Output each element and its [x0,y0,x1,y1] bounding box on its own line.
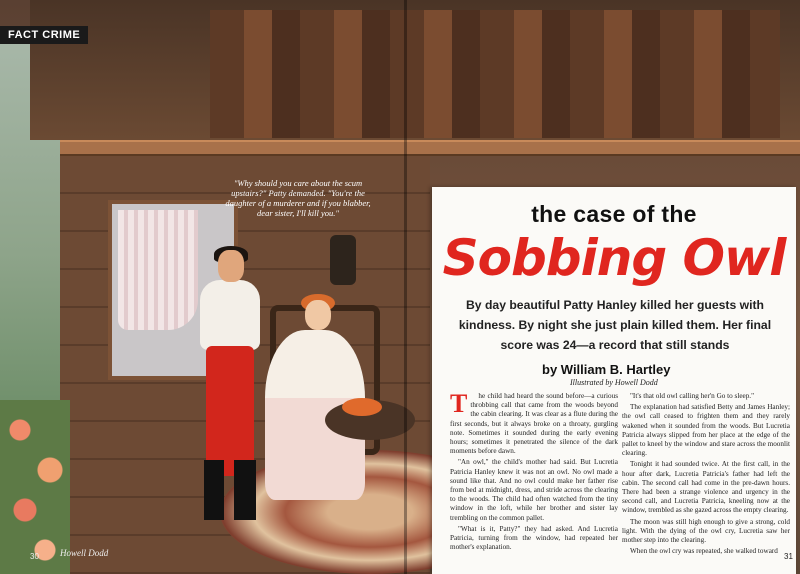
article-deck: By day beautiful Patty Hanley killed her guests with kindness. By night she just plain killed them. Her final score was 24—a record that still stands [458,298,772,352]
byline: by William B. Hartley [542,362,671,377]
article-title: Sobbing Owl [442,229,786,287]
page-number-left: 30 [30,552,39,561]
man-head [218,250,244,282]
fruit-bowl [342,398,382,416]
man-boots [204,460,256,520]
wall-lantern [330,235,356,285]
standing-man-figure [200,250,260,520]
title-kicker: the case of the [531,201,697,227]
page-gutter [404,0,407,574]
body-paragraph: The moon was still high enough to give a strong, cold light. With the dying of the owl cry, Lucretia saw her mother step into the clearing. [622,517,790,545]
article-panel [432,187,796,574]
man-shirt [200,280,260,350]
woman-head [305,300,331,330]
body-column-right [622,392,790,558]
illustration-quote: "Why should you care about the scum upstairs?" Patty demanded. "You're the daughter of a murderer and if you blabber, dear sister, I'll kill you." [225,178,371,218]
body-paragraph: "It's that old owl calling her'n Go to sleep." [630,392,755,400]
window-curtain [118,210,198,330]
loft-captives-illustration [210,10,780,138]
page-number-right: 31 [784,552,793,561]
body-paragraph: "What is it, Patty?" they had asked. And Lucretia Patricia, turning from the window, had repeated her mother's explanation. [450,524,618,552]
loft-beam [60,140,800,156]
body-paragraph: The explanation had satisfied Betty and James Hanley; the owl call ceased to frighten them and they rarely wakened when it sounded from the woods. But Lucretia Patricia always slipped from her place at the edge of the pallet to kneel by the window and stare across the moonlit clearing. [622,403,790,458]
artist-signature: Howell Dodd [60,548,109,558]
man-red-pants [206,346,254,476]
body-paragraph: Tonight it had sounded twice. At the first call, in the hour after dark, Lucretia Patricia's father had left the cabin. The second call had come in the pre-dawn hours. There had been a strange violence and urgency in the second call, and Lucretia Patricia, kneeling now at the window, trembled as she gazed across the empty clearing. [622,460,790,515]
body-paragraph: "An owl," the child's mother had said. But Lucretia Patricia Hanley knew it was not an owl. No owl made a sound like that. And no owl could make her father rise from bed at midnight, dress, and stride across the clearing to the woods. The child had often watched from the tiny window in the loft, while her brother and sister lay trembling on the common pallet. [450,458,618,522]
section-tag: FACT CRIME [0,26,88,44]
body-paragraph: When the owl cry was repeated, she walked toward [630,547,778,556]
drop-cap: T [450,389,468,418]
illustrator-credit: Illustrated by Howell Dodd [570,378,658,387]
body-column-left [450,389,618,554]
body-paragraph: T he child had heard the sound before—a curious throbbing call that came from the woods beyond the cabin clearing. It was clear as a flute during the first seconds, but it always broke on a throaty, gurgling note. Sometimes it sounded during the early evening hours; sometimes it penetrated the silence of the dark moments before dawn. [450,389,618,456]
